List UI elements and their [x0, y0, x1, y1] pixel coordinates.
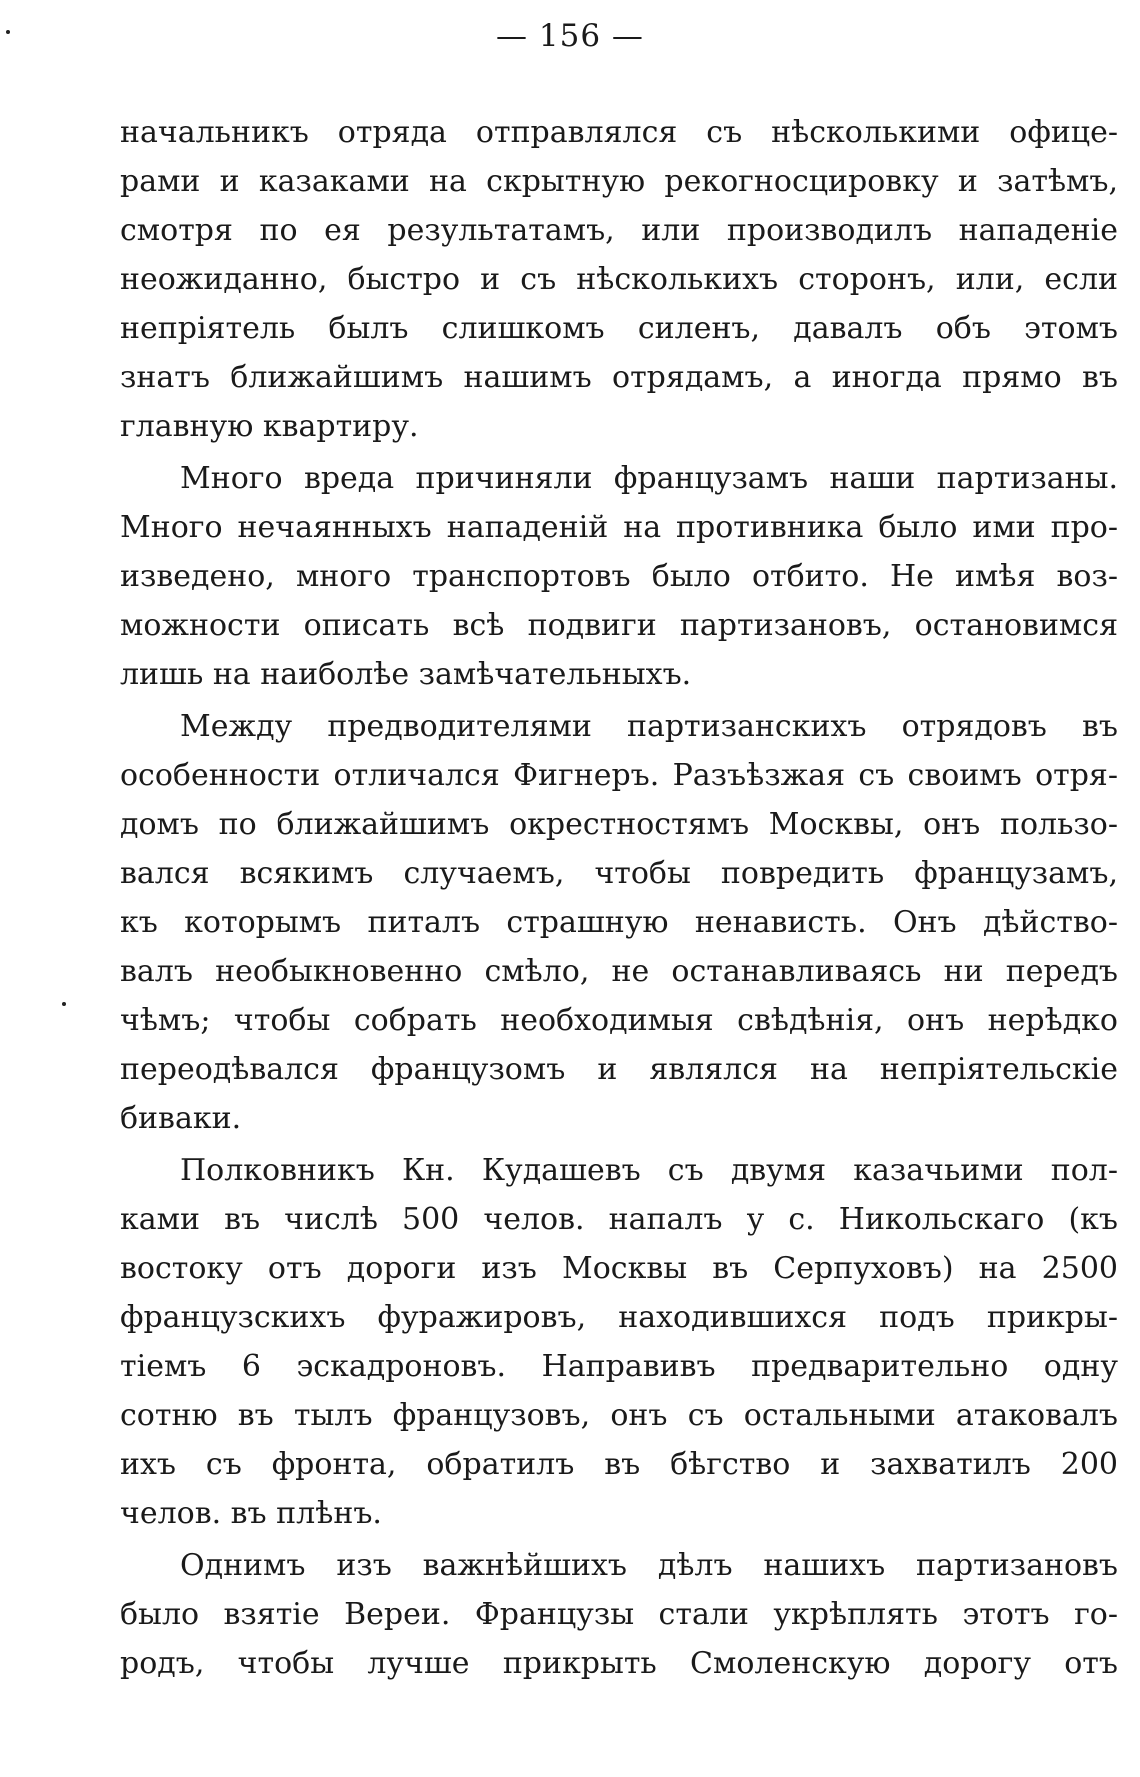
text-line: Много вреда причиняли французамъ наши партизаны. [180, 461, 1118, 496]
text-line: родъ, чтобы лучше прикрыть Смоленскую дорогу отъ [120, 1646, 1118, 1681]
text-line: сотню въ тылъ французовъ, онъ съ остальными атаковалъ [120, 1398, 1118, 1433]
paragraph [120, 454, 1118, 699]
page-number: — 156 — [496, 18, 644, 54]
margin-mark [6, 30, 10, 34]
text-line: ихъ съ фронта, обратилъ въ бѣгство и захватилъ 200 [120, 1447, 1118, 1482]
text-line: валъ необыкновенно смѣло, не останавливаясь ни передъ [120, 954, 1118, 989]
text-line: главную квартиру. [120, 409, 419, 444]
text-line: вался всякимъ случаемъ, чтобы повредить французамъ, [120, 856, 1118, 891]
text-line: Полковникъ Кн. Кудашевъ съ двумя казачьими пол- [180, 1153, 1118, 1188]
text-line: изведено, много транспортовъ было отбито. Не имѣя воз- [120, 559, 1118, 594]
text-line: рами и казаками на скрытную рекогносцировку и затѣмъ, [120, 164, 1118, 199]
text-line: востоку отъ дороги изъ Москвы въ Серпуховъ) на 2500 [120, 1251, 1118, 1286]
text-line: непріятель былъ слишкомъ силенъ, давалъ объ этомъ [120, 311, 1118, 346]
text-line: особенности отличался Фигнеръ. Разъѣзжая съ своимъ отря- [120, 758, 1118, 793]
text-line: Однимъ изъ важнѣйшихъ дѣлъ нашихъ партизановъ [180, 1548, 1118, 1583]
text-line: смотря по ея результатамъ, или производилъ нападеніе [120, 213, 1118, 248]
text-line: Между предводителями партизанскихъ отрядовъ въ [180, 709, 1118, 744]
text-line: къ которымъ питалъ страшную ненависть. Онъ дѣйство- [120, 905, 1118, 940]
body-text [120, 108, 1118, 1688]
text-line: чѣмъ; чтобы собрать необходимыя свѣдѣнія, онъ нерѣдко [120, 1003, 1118, 1038]
text-line: челов. въ плѣнъ. [120, 1496, 382, 1531]
text-line: французскихъ фуражировъ, находившихся подъ прикры- [120, 1300, 1118, 1335]
paragraph [120, 1541, 1118, 1688]
text-line: лишь на наиболѣе замѣчательныхъ. [120, 657, 692, 692]
paragraph [120, 108, 1118, 451]
text-line: неожиданно, быстро и съ нѣсколькихъ сторонъ, или, если [120, 262, 1118, 297]
text-line: биваки. [120, 1101, 242, 1136]
margin-mark [62, 1002, 66, 1006]
text-line: было взятіе Вереи. Французы стали укрѣплять этотъ го- [120, 1597, 1118, 1632]
paragraph [120, 1146, 1118, 1538]
text-line: переодѣвался французомъ и являлся на непріятельскіе [120, 1052, 1118, 1087]
text-line: знатъ ближайшимъ нашимъ отрядамъ, а иногда прямо въ [120, 360, 1118, 395]
text-line: тіемъ 6 эскадроновъ. Направивъ предварительно одну [120, 1349, 1118, 1384]
text-line: можности описать всѣ подвиги партизановъ, остановимся [120, 608, 1118, 643]
text-line: Много нечаянныхъ нападеній на противника было ими про- [120, 510, 1118, 545]
text-line: домъ по ближайшимъ окрестностямъ Москвы, онъ пользо- [120, 807, 1118, 842]
paragraph [120, 702, 1118, 1143]
text-line: начальникъ отряда отправлялся съ нѣсколькими офице- [120, 115, 1118, 150]
text-line: ками въ числѣ 500 челов. напалъ у с. Никольскаго (къ [120, 1202, 1118, 1237]
